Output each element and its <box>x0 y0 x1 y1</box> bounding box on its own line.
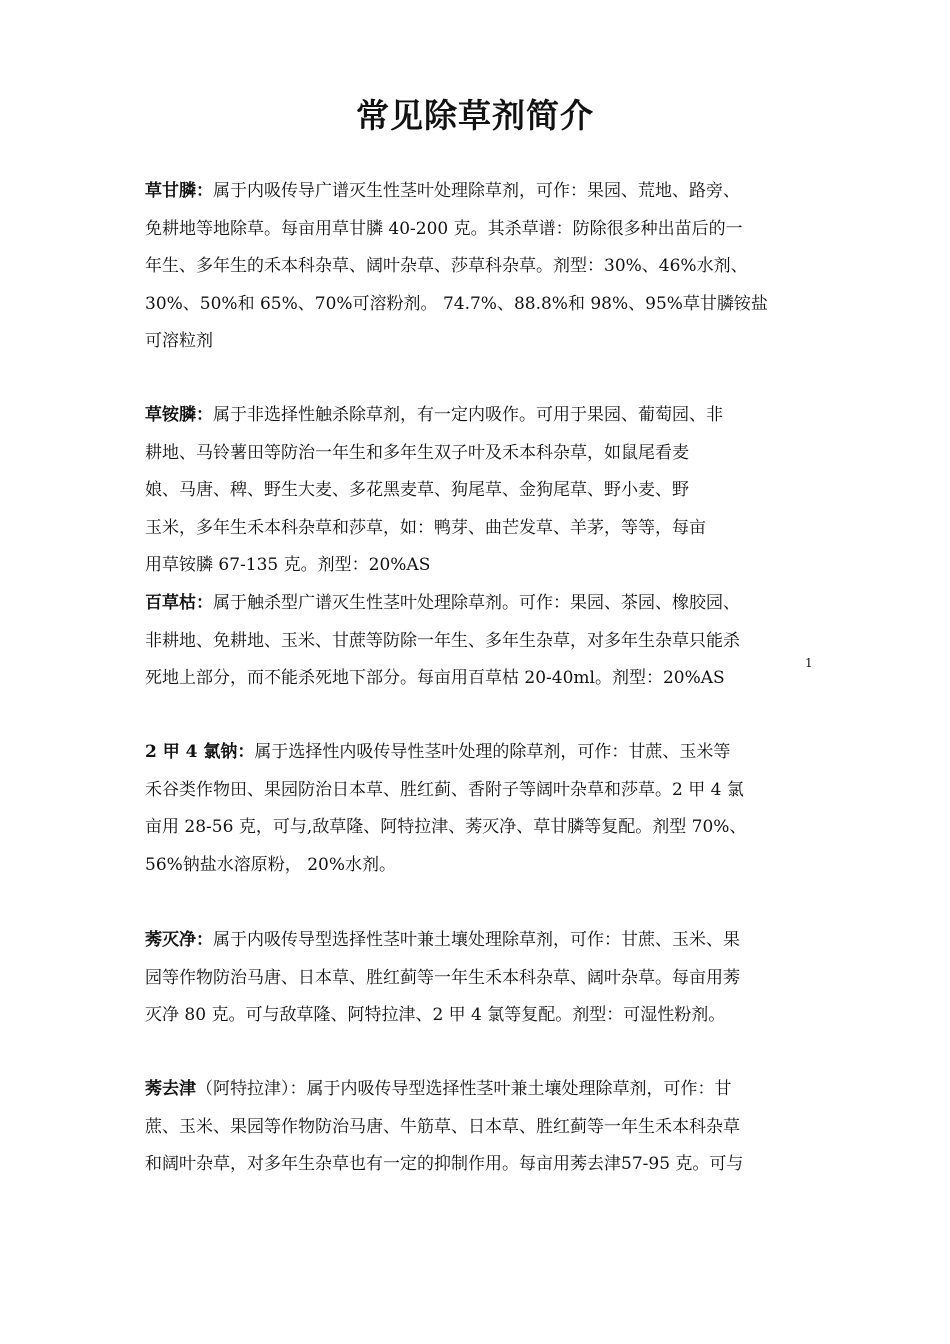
paragraph-line <box>145 734 820 772</box>
line-text: 属于内吸传导广谱灭生性茎叶处理除草剂，可作：果园、荒地、路旁、 <box>213 181 740 201</box>
paragraph-line: 蔗、玉米、果园等作物防治马唐、牛筋草、日本草、胜红蓟等一年生禾本科杂草 <box>145 1116 740 1137</box>
page-title: 常见除草剂简介 <box>356 96 594 135</box>
paragraph-glyphosate <box>145 173 820 361</box>
term-label: 2 甲 4 氯钠： <box>145 742 255 762</box>
paragraph-line: 禾谷类作物田、果园防治日本草、胜红蓟、香附子等阔叶杂草和莎草。2 甲 4 氯 <box>145 779 744 800</box>
line-text: 属于非选择性触杀除草剂，有一定内吸作。可用于果园、葡萄园、非 <box>213 405 723 425</box>
paragraph-line: 和阔叶杂草，对多年生杂草也有一定的抑制作用。每亩用莠去津57-95 克。可与 <box>145 1154 744 1174</box>
paragraph-line: 免耕地等地除草。每亩用草甘膦 40-200 克。其杀草谱：防除很多种出苗后的一 <box>145 218 743 239</box>
term-label: 草甘膦： <box>145 181 213 201</box>
paragraph-glufosinate <box>145 397 820 585</box>
paragraph-line: 可溶粒剂 <box>145 331 213 351</box>
line-text: 属于内吸传导型选择性茎叶兼土壤处理除草剂，可作：甘蔗、玉米、果 <box>213 930 740 950</box>
paragraph-line <box>145 1071 820 1109</box>
page-number: 1 <box>805 656 813 670</box>
paragraph-line: 亩用 28-56 克，可与,敌草隆、阿特拉津、莠灭净、草甘膦等复配。剂型 70%、 <box>145 817 747 837</box>
paragraph-line: 娘、马唐、稗、野生大麦、多花黑麦草、狗尾草、金狗尾草、野小麦、野 <box>145 480 689 500</box>
paragraph-line <box>145 173 820 211</box>
paragraph-line: 非耕地、免耕地、玉米、甘蔗等防除一年生、多年生杂草，对多年生杂草只能杀 <box>145 630 740 651</box>
paragraph-ametryn <box>145 922 820 1035</box>
paragraph-line: 用草铵膦 67-135 克。剂型：20%AS <box>145 555 431 575</box>
paragraph-line: 玉米，多年生禾本科杂草和莎草，如：鸭芽、曲芒发草、羊茅，等等，每亩 <box>145 517 706 538</box>
paragraph-line: 园等作物防治马唐、日本草、胜红蓟等一年生禾本科杂草、阔叶杂草。每亩用莠 <box>145 967 740 988</box>
paragraph-line: 年生、多年生的禾本科杂草、阔叶杂草、莎草科杂草。剂型：30%、46%水剂、 <box>145 256 748 276</box>
paragraph-mcpa-sodium <box>145 734 820 884</box>
term-label: 草铵膦： <box>145 405 213 425</box>
term-label: 百草枯： <box>145 593 213 613</box>
paragraph-line: 灭净 80 克。可与敌草隆、阿特拉津、2 甲 4 氯等复配。剂型：可湿性粉剂。 <box>145 1005 726 1025</box>
line-text: （阿特拉津）：属于内吸传导型选择性茎叶兼土壤处理除草剂，可作：甘 <box>196 1079 732 1099</box>
term-label: 莠灭净： <box>145 930 213 950</box>
paragraph-line <box>145 922 820 960</box>
line-text: 属于选择性内吸传导性茎叶处理的除草剂，可作：甘蔗、玉米等 <box>254 742 731 762</box>
paragraph-line: 耕地、马铃薯田等防治一年生和多年生双子叶及禾本科杂草，如鼠尾看麦 <box>145 442 689 463</box>
paragraph-line: 死地上部分，而不能杀死地下部分。每亩用百草枯 20-40ml。剂型：20%AS <box>145 668 725 688</box>
paragraph-paraquat <box>145 585 820 698</box>
paragraph-line: 30%、50%和 65%、70%可溶粉剂。 74.7%、88.8%和 98%、95%草甘膦铵盐 <box>145 293 768 314</box>
paragraph-line: 56%钠盐水溶原粉， 20%水剂。 <box>145 854 396 875</box>
line-text: 属于触杀型广谱灭生性茎叶处理除草剂。可作：果园、茶园、橡胶园、 <box>213 593 740 613</box>
paragraph-line <box>145 397 820 435</box>
paragraph-line <box>145 585 820 623</box>
term-label: 莠去津 <box>145 1079 196 1099</box>
paragraph-atrazine <box>145 1071 820 1184</box>
